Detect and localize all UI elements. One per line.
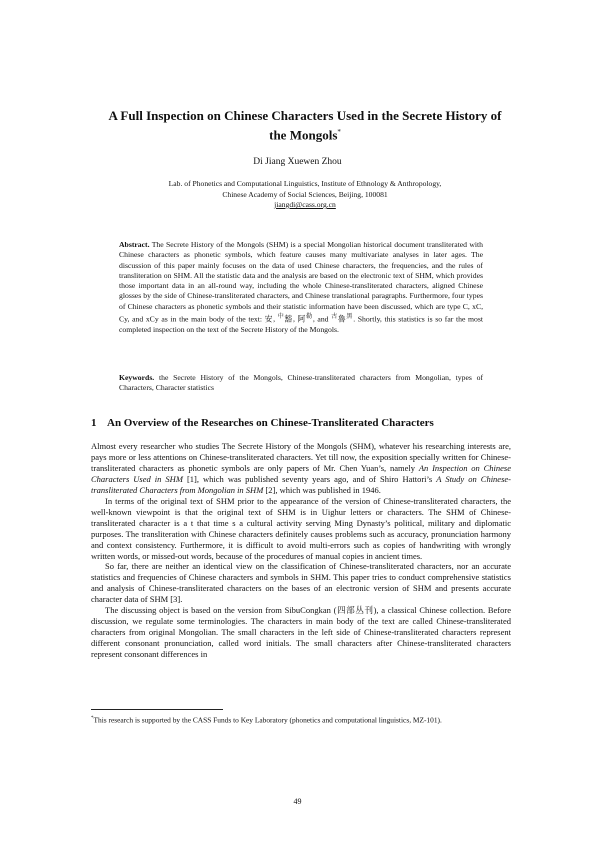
page-number: 49 bbox=[293, 797, 302, 806]
example-xcy-small-after: 黑 bbox=[346, 314, 354, 321]
paper-title bbox=[100, 107, 510, 143]
keywords-text: the Secrete History of the Mongols, Chinese-transliterated characters from Mongolian, types of Characters, Character statistics bbox=[119, 373, 484, 393]
abstract-text-2: . Shortly, this statistics is so far the most completed inspection on the text of the Secrete History of the Mongols. bbox=[119, 314, 483, 334]
affiliation-line-2: Chinese Academy of Social Sciences, Beijing, 100081 bbox=[222, 189, 388, 199]
keywords bbox=[119, 373, 483, 394]
p1-part-c: [2], which was published in 1946. bbox=[263, 484, 381, 495]
p1-citation-2: A Study on Chinese-transliterated Characters from Mongolian in SHM bbox=[91, 473, 511, 495]
example-xc-small: 中 bbox=[277, 314, 285, 321]
paragraph-3: So far, there are neither an identical view on the classification of Chinese-transliterated characters, nor an accurate statistics and frequencies of Chinese characters and symbols in SHM. This paper tries to conduct comprehensive statistics and analysis of Chinese-transliterated characters on the bases of an electronic version of SHM and presents accurate character data of SHM [3]. bbox=[91, 561, 511, 605]
section-title: An Overview of the Researches on Chinese-Transliterated Characters bbox=[107, 417, 434, 429]
abstract-text-1: The Secrete History of the Mongols (SHM) is a special Mongolian historical document transliterated with Chinese characters as phonetic symbols, which feature causes many multivariate analyses in later ages. The discussion of this paper mainly focuses on the data of used Chinese characters, the frequencies, and the rules of transliteration on SHM. All the statistic data and the analysis are based on the electronic text of SHM, which provides those important data in an all-round way, including the whole Chinese-transliterated characters, aligned Chinese glosses by the side of Chinese-transliterated characters, and Chinese translational paragraphs. Furthermore, four types of Chinese characters as phonetic symbols and their statistic information have been discussed, which are type C, xC, Cy, and xCy as in the main body of the text: bbox=[119, 240, 483, 324]
footnote bbox=[91, 714, 511, 725]
p1-part-a: Almost every researcher who studies The Secrete History of the Mongols (SHM), whatever his researching interests are, pays more or less attentions on Chinese-transliterated characters. Yet till now, the exposition specially written for Chinese-transliterated characters as phonetic symbols are only papers of Mr. Chen Yuan’s, namely bbox=[91, 441, 511, 473]
footnote-mark: * bbox=[91, 716, 94, 721]
p1-citation-1: An Inspection on Chinese Characters Used in SHM bbox=[91, 462, 511, 484]
email-link[interactable]: jiangdi@cass.org.cn bbox=[274, 200, 336, 209]
paragraph-2: In terms of the original text of SHM prior to the appearance of the version of Chinese-transliterated characters, the well-known viewpoint is that the original text of SHM is in Uighur letters or characters. The SHM of Chinese-transliterated character is a t that time s a cultural activity serving Ming Dynasty’s political, military and diplomatic purposes. The transliteration with Chinese characters definitely causes problems such as accuracy, pronunciation harmony and context consistency. Furthermore, it is difficult to avoid multi-errors such as copies of handwriting with wrongly written words, or missed-out words, because of the procedures of manual copies in ancient times. bbox=[91, 495, 511, 561]
example-c: 安 bbox=[264, 314, 274, 324]
affiliation-line-1: Lab. of Phonetics and Computational Linguistics, Institute of Ethnology & Anthropology, bbox=[168, 179, 442, 188]
title-footnote-mark: * bbox=[337, 128, 341, 136]
abstract-label: Abstract. bbox=[119, 240, 150, 249]
example-xc: 豁 bbox=[284, 314, 293, 324]
section-heading bbox=[91, 417, 434, 429]
title-text: A Full Inspection on Chinese Characters Used in the Secrete History of the Mongols bbox=[108, 108, 502, 143]
example-xcy-small-before: 古 bbox=[331, 314, 338, 321]
section-number: 1 bbox=[91, 417, 97, 429]
p1-part-b: [1], which was published seventy years ago, and of Shiro Hattori’s bbox=[182, 473, 437, 484]
body-text bbox=[91, 441, 511, 660]
example-xcy: 魯 bbox=[337, 314, 347, 324]
and-text: , and bbox=[312, 314, 332, 324]
example-cy: 阿 bbox=[297, 314, 307, 324]
authors: Di Jiang Xuewen Zhou bbox=[253, 157, 342, 167]
paragraph-1 bbox=[91, 441, 511, 496]
example-cy-small: 勒 bbox=[306, 314, 313, 321]
footnote-divider bbox=[91, 709, 223, 710]
abstract: Abstract. The Secrete History of the Mongols (SHM) is a special Mongolian historical document transliterated with Chinese characters as phonetic symbols, which feature causes many multivariate analyses in later ages. The discussion of this paper mainly focuses on the data of used Chinese characters, the frequencies, and the rules of transliteration on SHM. All the statistic data and the analysis are based on the electronic text of SHM, which provides those important data in an all-round way, including the whole Chinese-transliterated characters, aligned Chinese glosses by the side of Chinese-transliterated characters, and Chinese translational paragraphs. Furthermore, four types of Chinese characters as phonetic symbols and their statistic information have been discussed, which are type C, xC, Cy, and xCy as in the main body of the text: 安, $^中$豁, 阿$^勒$, and $^古$魯$^黑$. Shortly, this statistics is so far the most completed inspection on the text of the Secrete History of the Mongols. bbox=[119, 240, 483, 334]
affiliation bbox=[120, 179, 490, 211]
paragraph-4: The discussing object is based on the version from SibuCongkan (四部丛刊), a classical Chinese collection. Before discussion, we regulate some terminologies. The characters in main body of the text are called Chinese-transliterated characters from original Mongolian. The small characters in the left side of Chinese-transliterated characters represent different consonant pronunciation, called word initials. The small characters after Chinese-transliterated characters represent consonant differences in bbox=[91, 605, 511, 660]
keywords-label: Keywords. bbox=[119, 373, 155, 382]
footnote-text: This research is supported by the CASS Funds to Key Laboratory (phonetics and computational linguistics, MZ-101). bbox=[93, 715, 442, 725]
